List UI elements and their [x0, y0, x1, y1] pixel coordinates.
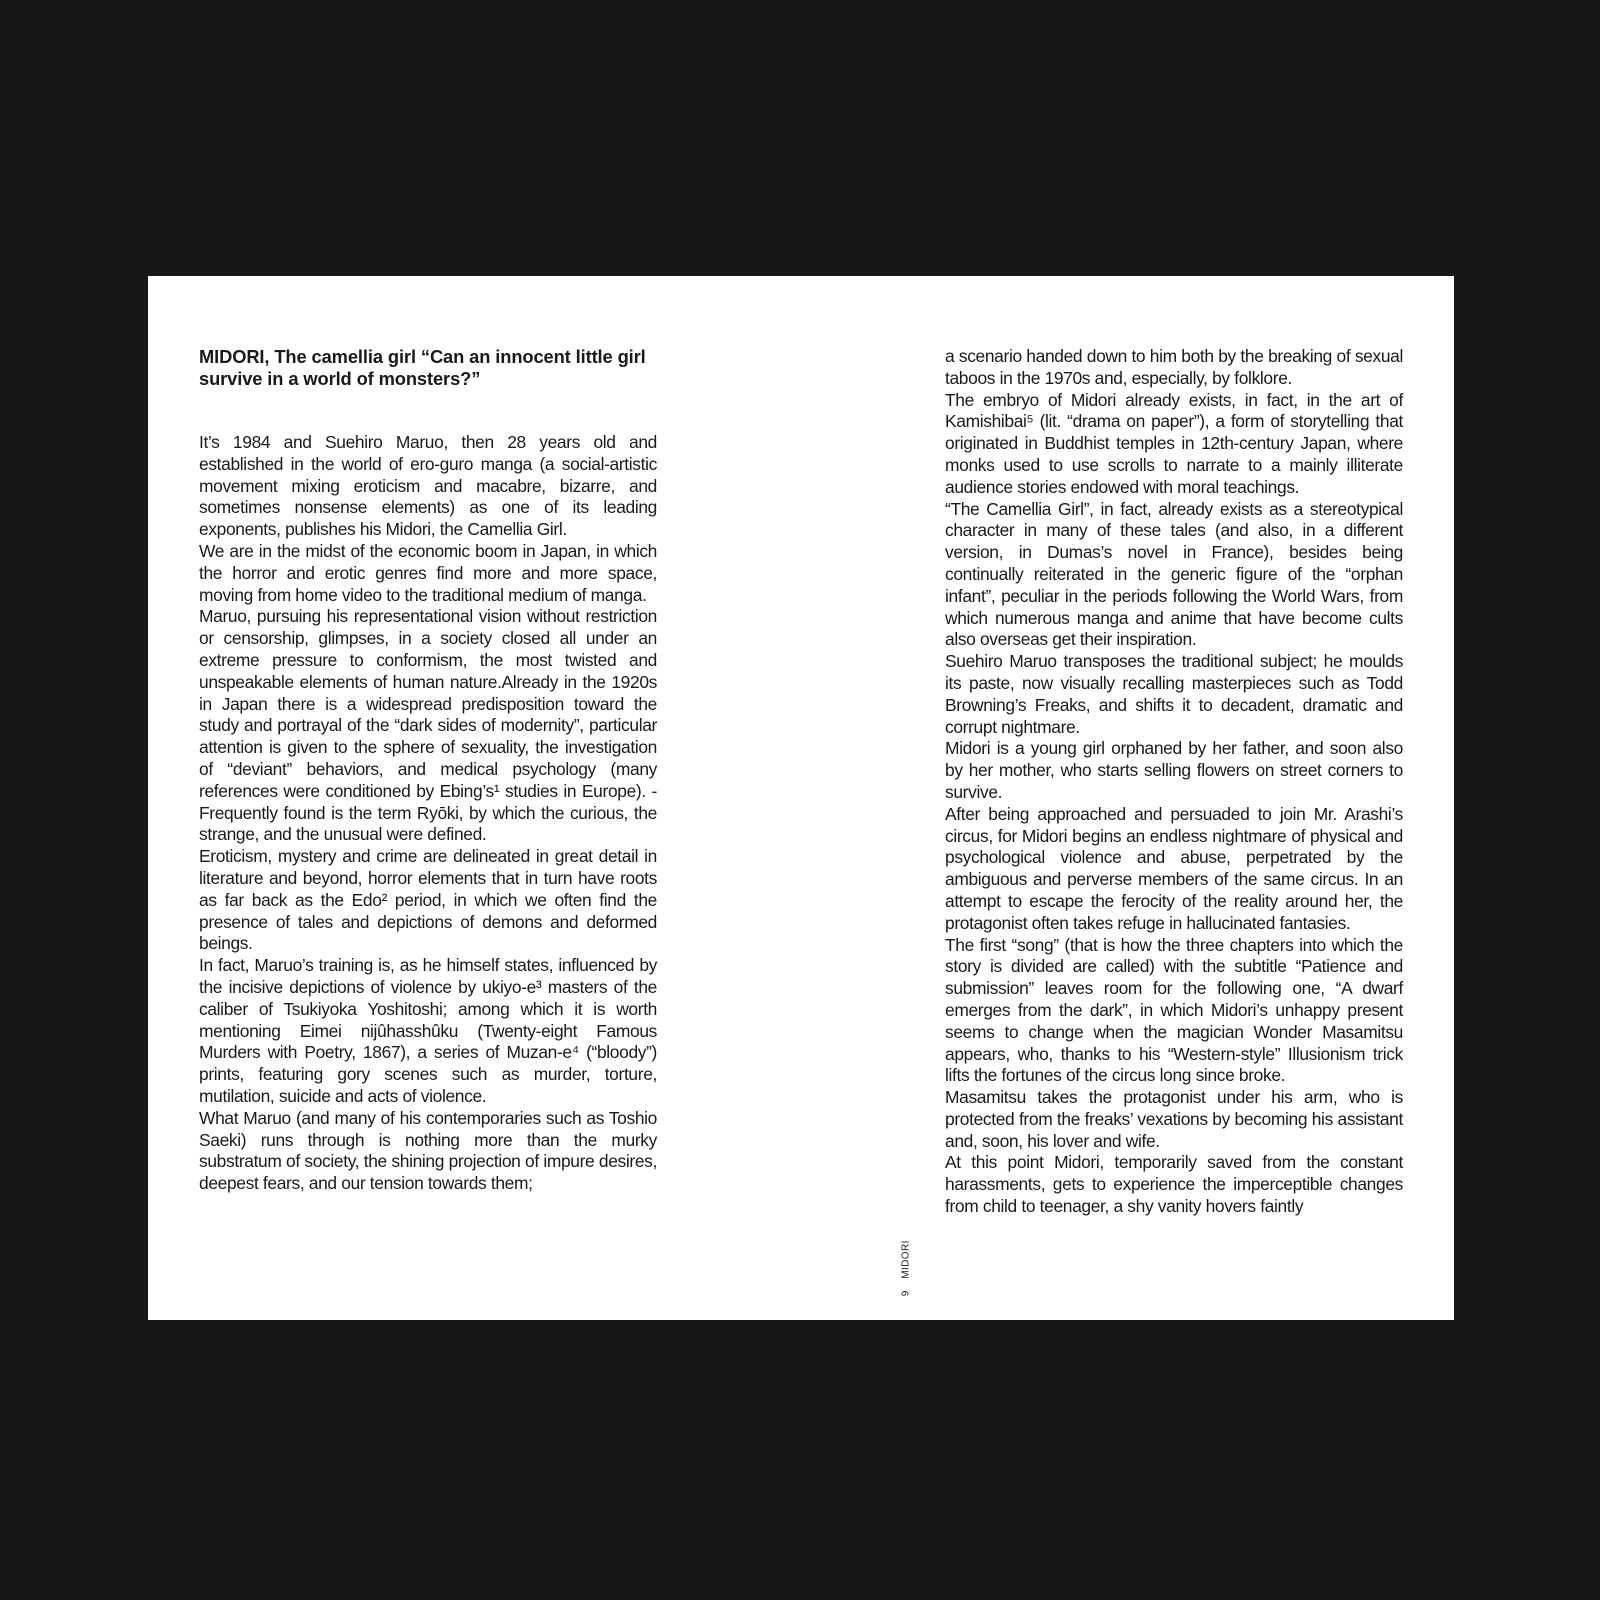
- running-head: MIDORI: [900, 1240, 912, 1279]
- left-page-column: [199, 346, 657, 1195]
- paragraph: In fact, Maruo’s training is, as he himself states, influenced by the incisive depictions of violence by ukiyo-e³ masters of the caliber of Tsukiyoka Yoshitoshi; among which it is worth mentioning Eimei nijûhasshûku (Twenty-eight Famous Murders with Poetry, 1867), a series of Muzan-e⁴ (“bloody”) prints, featuring gory scenes such as murder, torture, mutilation, suicide and acts of violence.: [199, 955, 657, 1106]
- paragraph: We are in the midst of the economic boom in Japan, in which the horror and erotic genres find more and more space, moving from home video to the traditional medium of manga.: [199, 540, 657, 605]
- paragraph: a scenario handed down to him both by the breaking of sexual taboos in the 1970s and, especially, by folklore.: [945, 346, 1403, 388]
- paragraph: It’s 1984 and Suehiro Maruo, then 28 years old and established in the world of ero-guro manga (a social-artistic movement mixing eroticism and macabre, bizarre, and sometimes nonsense elements) as one of its leading exponents, publishes his Midori, the Camellia Girl.: [199, 432, 657, 540]
- paragraph: At this point Midori, temporarily saved from the constant harassments, gets to experience the imperceptible changes from child to teenager, a shy vanity hovers faintly: [945, 1152, 1403, 1217]
- right-page-column: [945, 346, 1403, 1218]
- paragraph: The embryo of Midori already exists, in fact, in the art of Kamishibai⁵ (lit. “drama on paper”), a form of storytelling that originated in Buddhist temples in 12th-century Japan, where monks used to use scrolls to narrate to a mainly illiterate audience stories endowed with moral teachings.: [945, 389, 1403, 497]
- article-title: MIDORI, The camellia girl “Can an innocent little girl survive in a world of monsters?”: [199, 346, 646, 389]
- paragraph: After being approached and persuaded to join Mr. Arashi’s circus, for Midori begins an endless nightmare of physical and psychological violence and abuse, perpetrated by the ambiguous and perverse members of the same circus. In an attempt to escape the ferocity of the reality around her, the protagonist often takes refuge in hallucinated fantasies.: [945, 803, 1403, 933]
- paragraph: What Maruo (and many of his contemporaries such as Toshio Saeki) runs through is nothing more than the murky substratum of society, the shining projection of impure desires, deepest fears, and our tension towards them;: [199, 1107, 657, 1194]
- paragraph: The first “song” (that is how the three chapters into which the story is divided are called) with the subtitle “Patience and submission” leaves room for the following one, “A dwarf emerges from the dark”, in which Midori’s unhappy present seems to change when the magician Wonder Masamitsu appears, who, thanks to his “Western-style” Illusionism trick lifts the fortunes of the circus long since broke.: [945, 934, 1403, 1086]
- paragraph: Suehiro Maruo transposes the traditional subject; he moulds its paste, now visually recalling masterpieces such as Todd Browning’s Freaks, and shifts it to decadent, dramatic and corrupt nightmare.: [945, 651, 1403, 737]
- paragraph: “The Camellia Girl”, in fact, already exists as a stereotypical character in many of these tales (and also, in a different version, in Dumas’s novel in France), besides being continually reiterated in the generic figure of the “orphan infant”, peculiar in the periods following the World Wars, from which numerous manga and anime that have become cults also overseas get their inspiration.: [945, 498, 1403, 650]
- paragraph: Masamitsu takes the protagonist under his arm, who is protected from the freaks’ vexations by becoming his assistant and, soon, his lover and wife.: [945, 1087, 1403, 1151]
- paragraph: Midori is a young girl orphaned by her father, and soon also by her mother, who starts selling flowers on street corners to survive.: [945, 738, 1403, 802]
- right-body-text: [945, 346, 1403, 1218]
- page-number: 9: [900, 1290, 912, 1297]
- book-spread: [148, 276, 1454, 1320]
- left-body-text: [199, 432, 657, 1195]
- paragraph: Maruo, pursuing his representational vision without restriction or censorship, glimpses, in a society closed all under an extreme pressure to conformism, the most twisted and unspeakable elements of human nature.Already in the 1920s in Japan there is a widespread predisposition toward the study and portrayal of the “dark sides of modernity”, particular attention is given to the sphere of sexuality, the investigation of “deviant” behaviors, and medical psychology (many references were conditioned by Ebing’s¹ studies in Europe). - Frequently found is the term Ryōki, by which the curious, the strange, and the unusual were defined.: [199, 606, 657, 845]
- paragraph: Eroticism, mystery and crime are delineated in great detail in literature and beyond, horror elements that in turn have roots as far back as the Edo² period, in which we often find the presence of tales and depictions of demons and deformed beings.: [199, 846, 657, 954]
